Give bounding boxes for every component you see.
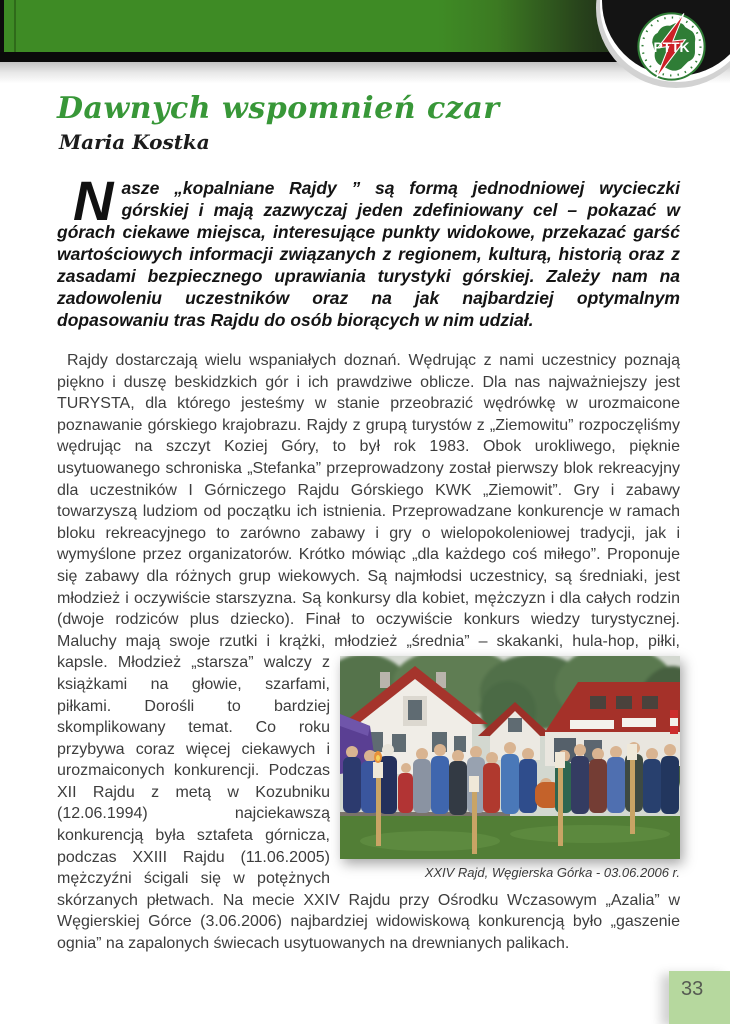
article [0, 62, 730, 955]
pttk-logo-text: PTTK [653, 40, 690, 56]
intro-paragraph [57, 169, 680, 331]
article-photo-block [340, 656, 680, 881]
banner-accent-line [14, 0, 16, 52]
page-title: Dawnych wspomnień czar [57, 91, 500, 126]
rally-photo [340, 656, 680, 859]
body-text-before-photo: Rajdy dostarczają wielu wspaniałych doznań. Wędrując z nami uczestnicy poznają piękno i duszę beskidzkich gór i ich prawdziwe oblicze. Dla nas najważniejszy jest TURYSTA, dla którego jesteśmy w stanie przeobrazić wędrówkę w urozmaicone poznawanie górskiego krajobrazu. Rajdy z grupą turystów z „Ziemowitu” rozpoczęliśmy wędrując na szczyt Koziej Góry, to był rok 1983. Obok urokliwego, pięknie usytuowanego schroniska „Stefanka” przeprowadzony został pierwszy blok rekreacyjny dla uczestników I Górniczego Rajdu Górskiego KWK „Ziemowit”. Gry i zabawy towarzyszą ludziom od początku ich istnienia. Przeprowadzane konkurencje w ramach bloku rekreacyjnego to zarówno zabawy i gry o wielopokoleniowej tradycji, jak i wymyślone przez organizatorów. Krótko mówiąc „dla każdego coś miłego”. Proponuje się zabawy dla różnych grup wiekowych. Są najmłodsi uczestnicy, są średniaki, jest młodzież i oczywiście starszyzna. Są konkursy dla kobiet, mężczyzn i dla całych rodzin (dwoje rodziców plus dziecko). Finał to oczywiście konkurs wiedzy turystycznej. Maluchy mają swoje rzutki i krążki, młodzież „średnia” – skakanki, [57, 352, 680, 650]
page-number: 33 [681, 978, 704, 1000]
page-number-box [669, 971, 730, 1024]
pttk-logo-icon [637, 12, 706, 81]
intro-text: asze „kopalniane Rajdy ” są formą jednodniowej wycieczki górskiej i mają zazwyczaj jeden zdefiniowany cel – pokazać w górach ciekawe miejsca, interesujące punkty widokowe, przekazać garść wartościowych informacji związanych z regionem, kulturą, historią oraz z zasadami bezpiecznego uprawiania turystyki górskiej. Zależy nam na zadowoleniu uczestników oraz na jak najbardziej optymalnym dopasowaniu tras Rajdu do osób biorących w nim udział. [57, 178, 680, 330]
author-name: Maria Kostka [59, 130, 210, 154]
photo-caption: XXIV Rajd, Węgierska Górka - 03.06.2006 r. [424, 865, 680, 881]
header-banner [0, 0, 730, 62]
left-black-strip [0, 0, 4, 52]
dropcap: N [73, 169, 114, 232]
article-paragraph [57, 350, 680, 955]
body-text-after-photo: hula-hop, piłki, kapsle. Młodzież „starsza” walczy z książkami na głowie, szarfami, piłkami. Dorośli to bardziej skomplikowany temat. Co roku przybywa coraz więcej ciekawych i urozmaiconych konkurencji. Podczas XII Rajdu z metą w Kozubniku (12.06.1994) najciekawszą konkurencją była sztafeta górnicza, podczas XXIII Rajdu (11.06.2005) mężczyźni ścigali się w potężnych skórzanych płetwach. Na mecie XXIV Rajdu przy Ośrodku Wczasowym „Azalia” w Węgierskiej Górce (3.06.2006) najbardziej widowiskową konkurencją było „gaszenie ognia” na zapalonych świecach usytuowanych na drewnianych palikach. [57, 632, 680, 953]
